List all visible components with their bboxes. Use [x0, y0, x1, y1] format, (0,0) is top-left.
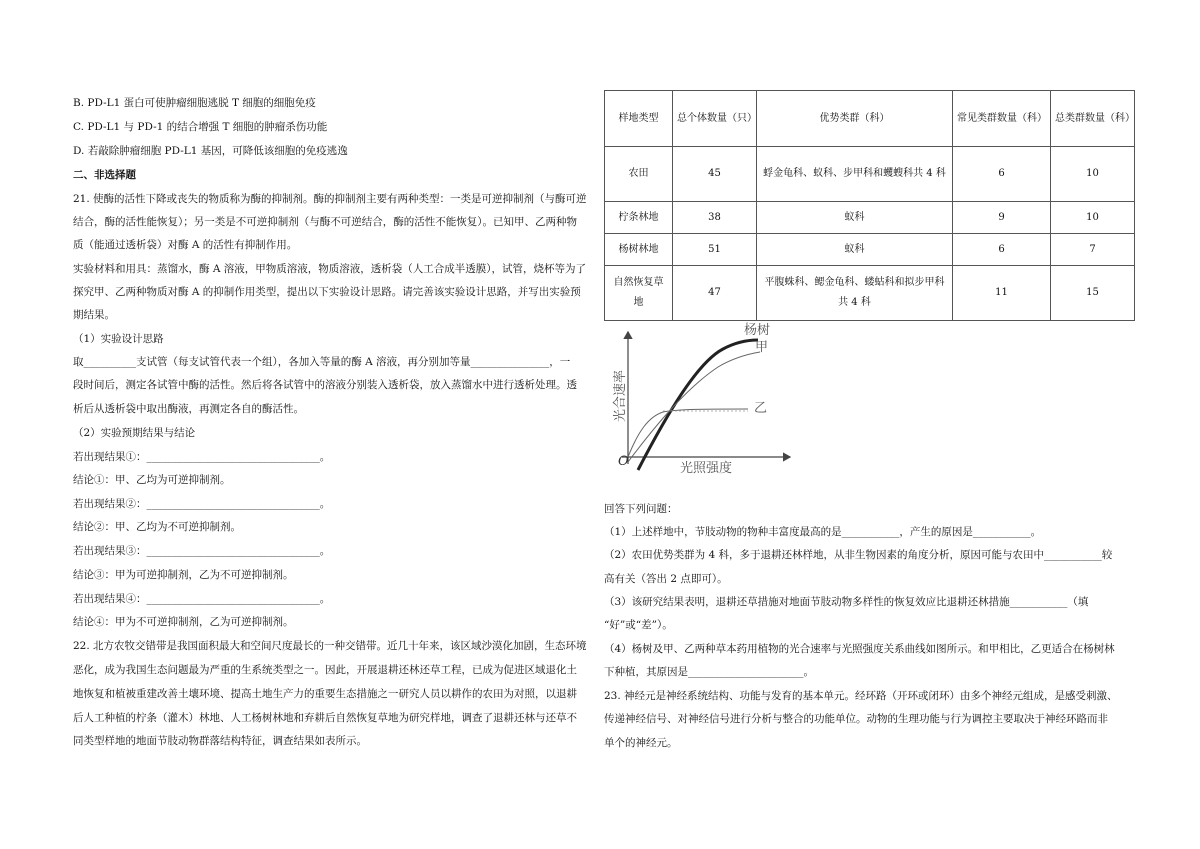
- header-cell: 优势类群（科）: [757, 91, 953, 147]
- header-cell: 总类群数量（科）: [1051, 91, 1135, 147]
- q22-line: 恶化，成为我国生态问题最为严重的生系统类型之一。因此，开展退耕还林还草工程，已成为促进区域退化土: [73, 664, 577, 676]
- header-cell: 样地类型: [605, 91, 673, 147]
- table-cell: 47: [673, 266, 757, 321]
- table-cell: 农田: [605, 147, 673, 202]
- option-b: B. PD-L1 蛋白可使肿瘤细胞逃脱 T 细胞的细胞免疫: [73, 97, 316, 109]
- q22-line: 22. 北方农牧交错带是我国面积最大和空间尺度最长的一种交错带。近几十年来，该区域沙漠化加剧，生态环境: [73, 640, 587, 652]
- q21-part1-heading: （1）实验设计思路: [73, 333, 164, 345]
- table-cell: 自然恢复草地: [605, 266, 673, 321]
- table-cell: 9: [953, 202, 1051, 234]
- conclusion-3: 结论③：甲为可逆抑制剂，乙为不可逆抑制剂。: [73, 569, 294, 581]
- result-3: 若出现结果③：_________________________________。: [73, 545, 331, 557]
- q22-sub2: （2）农田优势类群为 4 科，多于退耕还林样地，从非生物因素的角度分析，原因可能与农田中___________较: [604, 549, 1113, 561]
- result-1: 若出现结果①：_________________________________。: [73, 451, 331, 463]
- label-yi: 乙: [754, 401, 768, 416]
- q21-line: 质（能通过透析袋）对酶 A 的活性有抑制作用。: [73, 239, 298, 251]
- table-row: [605, 202, 1135, 234]
- conclusion-2: 结论②：甲、乙均为不可逆抑制剂。: [73, 521, 241, 533]
- light-response-graph: [608, 322, 798, 482]
- curve-yangshu: [638, 340, 758, 470]
- q21-line: 探究甲、乙两种物质对酶 A 的抑制作用类型，提出以下实验设计思路。请完善该实验设计思路，并写出实验预: [73, 286, 581, 298]
- result-4: 若出现结果④：_________________________________。: [73, 593, 331, 605]
- table-cell: 柠条林地: [605, 202, 673, 234]
- curve-jia: [628, 352, 760, 462]
- table-cell: 51: [673, 234, 757, 266]
- q21-line: 实验材料和用具：蒸馏水，酶 A 溶液，甲物质溶液，物质溶液，透析袋（人工合成半透膜），试管，烧杯等为了: [73, 263, 587, 275]
- q21-line: 析后从透析袋中取出酶液，再测定各自的酶活性。: [73, 403, 304, 415]
- header-cell: 常见类群数量（科）: [953, 91, 1051, 147]
- table-cell: 10: [1051, 202, 1135, 234]
- q22-sub2-cont: 高有关（答出 2 点即可）。: [604, 573, 728, 585]
- table-row: [605, 234, 1135, 266]
- q21-line: 结合，酶的活性能恢复）；另一类是不可逆抑制剂（与酶不可逆结合，酶的活性不能恢复）。已知甲、乙两种物: [73, 216, 577, 228]
- conclusion-4: 结论④：甲为不可逆抑制剂，乙为可逆抑制剂。: [73, 616, 294, 628]
- table-cell: 6: [953, 147, 1051, 202]
- option-d: D. 若敲除肿瘤细胞 PD-L1 基因，可降低该细胞的免疫逃逸: [73, 145, 348, 157]
- survey-table: [604, 90, 1135, 321]
- y-axis-label: 光合速率: [613, 369, 628, 422]
- q22-sub4-cont: 下种植，其原因是______________________。: [604, 666, 814, 678]
- table-row: [605, 266, 1135, 321]
- q23-line: 传递神经信号、对神经信号进行分析与整合的功能单位。动物的生理功能与行为调控主要取决于神经环路而非: [604, 713, 1108, 725]
- q22-sub4: （4）杨树及甲、乙两种草本药用植物的光合速率与光照强度关系曲线如图所示。和甲相比，乙更适合在杨树林: [604, 643, 1115, 655]
- table-row: [605, 147, 1135, 202]
- table-cell: 10: [1051, 147, 1135, 202]
- q23-line: 单个的神经元。: [604, 737, 678, 749]
- table-cell: 蚁科: [757, 234, 953, 266]
- q22-sub1: （1）上述样地中，节肢动物的物种丰富度最高的是___________，产生的原因是___________。: [604, 526, 1042, 538]
- q21-line: 取__________支试管（每支试管代表一个组），各加入等量的酶 A 溶液，再分别加等量_______________，一: [73, 356, 571, 368]
- conclusion-1: 结论①：甲、乙均为可逆抑制剂。: [73, 474, 231, 486]
- q21-line: 期结果。: [73, 309, 115, 321]
- table-cell: 杨树林地: [605, 234, 673, 266]
- table-cell: 15: [1051, 266, 1135, 321]
- table-cell: 45: [673, 147, 757, 202]
- result-2: 若出现结果②：_________________________________。: [73, 498, 331, 510]
- x-axis-label: 光照强度: [680, 461, 733, 476]
- table-cell: 6: [953, 234, 1051, 266]
- section-heading: 二、非选择题: [73, 169, 136, 181]
- q22-line: 地恢复和植被重建改善土壤环境、提高土地生产力的重要生态措施之一研究人员以耕作的农田为对照，以退耕: [73, 688, 577, 700]
- q22-line: 后人工种植的柠条（灌木）林地、人工杨树林地和弃耕后自然恢复草地为研究样地，调查了退耕还林与还草不: [73, 712, 577, 724]
- table-cell: 38: [673, 202, 757, 234]
- table-cell: 蚁科: [757, 202, 953, 234]
- q22-line: 同类型样地的地面节肢动物群落结构特征，调查结果如表所示。: [73, 735, 367, 747]
- table-header-row: [605, 91, 1135, 147]
- q22-sub3: （3）该研究结果表明，退耕还草措施对地面节肢动物多样性的恢复效应比退耕还林措施___________（填: [604, 596, 1089, 608]
- q21-line: 21. 使酶的活性下降或丧失的物质称为酶的抑制剂。酶的抑制剂主要有两种类型：一类是可逆抑制剂（与酶可逆: [73, 193, 587, 205]
- label-yangshu: 杨树: [744, 323, 771, 338]
- q21-part2-heading: （2）实验预期结果与结论: [73, 427, 196, 439]
- label-jia: 甲: [755, 340, 769, 355]
- option-c: C. PD-L1 与 PD-1 的结合增强 T 细胞的肿瘤杀伤功能: [73, 121, 328, 133]
- q21-line: 段时间后，测定各试管中酶的活性。然后将各试管中的溶液分别装入透析袋，放入蒸馏水中进行透析处理。透: [73, 379, 577, 391]
- table-cell: 平腹蛛科、鳃金龟科、蝼蛄科和拟步甲科共 4 科: [757, 266, 953, 321]
- header-cell: 总个体数量（只）: [673, 91, 757, 147]
- table-cell: 蜉金龟科、蚁科、步甲科和蠼螋科共 4 科: [757, 147, 953, 202]
- table-cell: 7: [1051, 234, 1135, 266]
- questions-intro: 回答下列问题：: [604, 503, 678, 515]
- q23-line: 23. 神经元是神经系统结构、功能与发育的基本单元。经环路（开环或闭环）由多个神经元组成，是感受刺激、: [604, 690, 1118, 702]
- curve-yi: [628, 409, 748, 457]
- table-cell: 11: [953, 266, 1051, 321]
- q22-sub3-cont: “好”或“差”）。: [604, 619, 673, 631]
- origin-label: O: [618, 454, 629, 469]
